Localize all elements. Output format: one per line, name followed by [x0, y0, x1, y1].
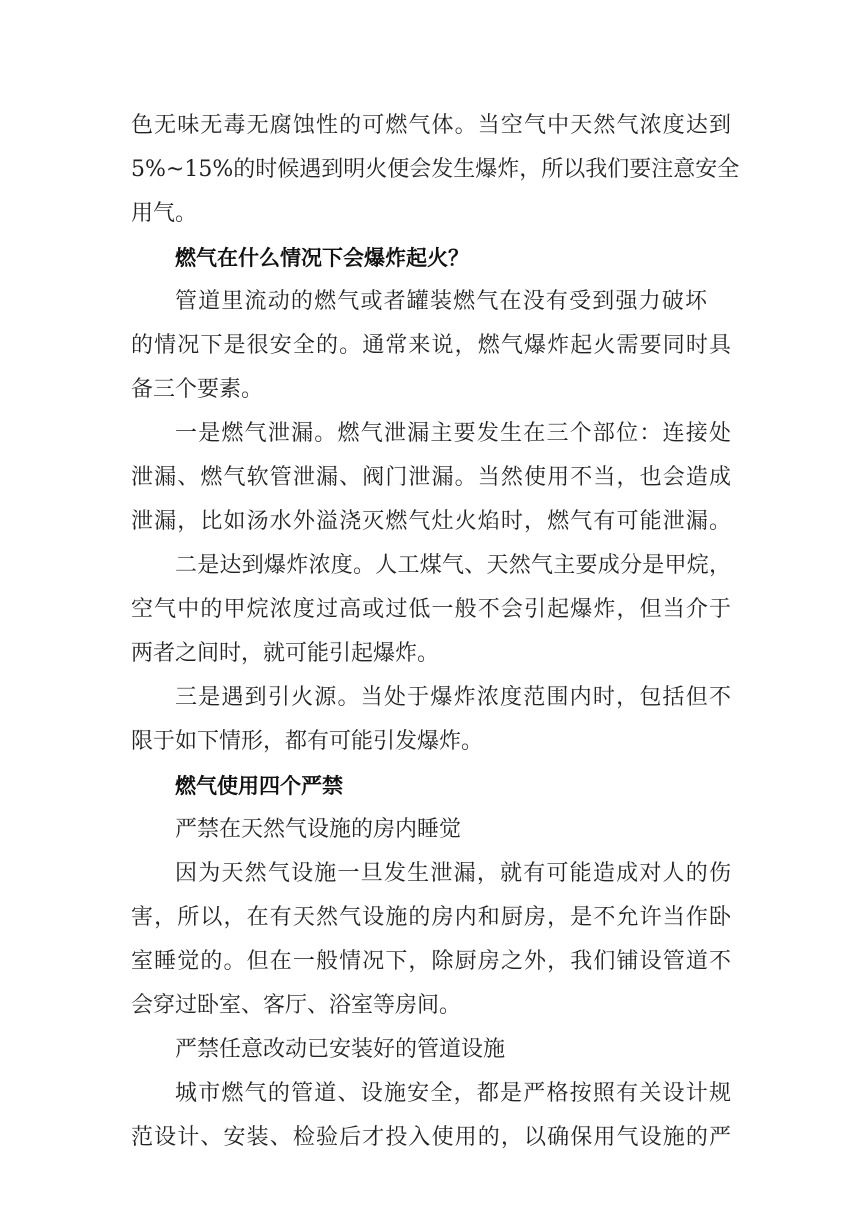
text-line: 管道里流动的燃气或者罐装燃气在没有受到强力破坏 — [175, 289, 707, 314]
text-line: 害，所以，在有天然气设施的房内和厨房，是不允许当作卧 — [131, 905, 731, 930]
text-line: 二是达到爆炸浓度。人工煤气、天然气主要成分是甲烷， — [175, 553, 731, 578]
text-line: 泄漏，比如汤水外溢浇灭燃气灶火焰时，燃气有可能泄漏。 — [131, 509, 731, 534]
text-line: 色无味无毒无腐蚀性的可燃气体。当空气中天然气浓度达到 — [131, 113, 731, 138]
text-line: 范设计、安装、检验后才投入使用的，以确保用气设施的严 — [131, 1125, 731, 1150]
section-heading: 燃气使用四个严禁 — [175, 774, 343, 798]
text-line: 5%~15%的时候遇到明火便会发生爆炸，所以我们要注意安全 — [131, 157, 740, 182]
subheading-line: 严禁在天然气设施的房内睡觉 — [175, 817, 462, 842]
document-body — [131, 104, 740, 1160]
text-line: 泄漏、燃气软管泄漏、阀门泄漏。当然使用不当，也会造成 — [131, 465, 731, 490]
text-line: 一是燃气泄漏。燃气泄漏主要发生在三个部位：连接处 — [175, 421, 731, 446]
text-line: 备三个要素。 — [131, 377, 264, 402]
section-heading: 燃气在什么情况下会爆炸起火？ — [175, 246, 469, 270]
text-line: 两者之间时，就可能引起爆炸。 — [131, 641, 440, 666]
text-line: 空气中的甲烷浓度过高或过低一般不会引起爆炸，但当介于 — [131, 597, 731, 622]
text-line: 限于如下情形，都有可能引发爆炸。 — [131, 729, 484, 754]
text-line: 城市燃气的管道、设施安全，都是严格按照有关设计规 — [175, 1081, 731, 1106]
text-line: 用气。 — [131, 201, 198, 226]
text-line: 三是遇到引火源。当处于爆炸浓度范围内时，包括但不 — [175, 685, 731, 710]
text-line: 的情况下是很安全的。通常来说，燃气爆炸起火需要同时具 — [131, 333, 731, 358]
text-line: 因为天然气设施一旦发生泄漏，就有可能造成对人的伤 — [175, 861, 731, 886]
text-line: 室睡觉的。但在一般情况下，除厨房之外，我们铺设管道不 — [131, 949, 731, 974]
subheading-line: 严禁任意改动已安装好的管道设施 — [175, 1037, 506, 1062]
text-line: 会穿过卧室、客厅、浴室等房间。 — [131, 993, 462, 1018]
